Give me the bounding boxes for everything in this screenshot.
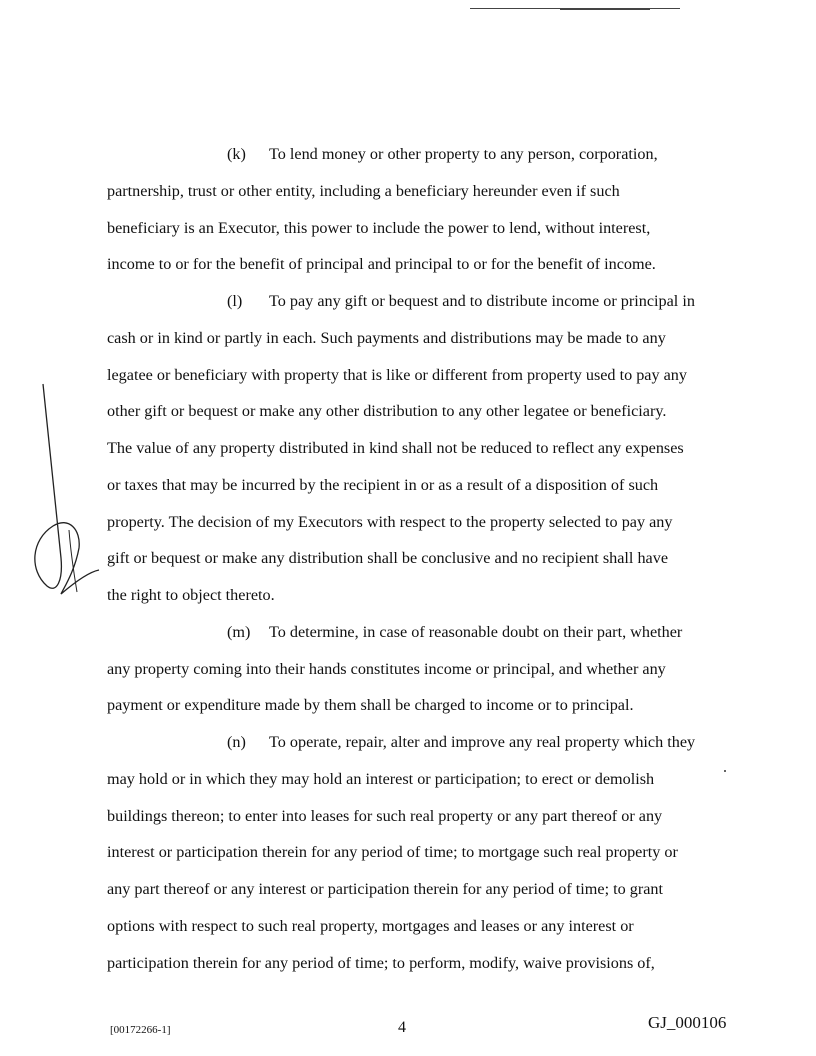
paragraph-label: (m) — [227, 622, 251, 641]
paragraph-line: any part thereof or any interest or participation therein for any period of time; to grant — [107, 880, 664, 898]
paragraph-line: income to or for the benefit of principal and principal to or for the benefit of income. — [107, 255, 656, 274]
paragraph-label: (n) — [227, 733, 246, 751]
paragraph-line: legatee or beneficiary with property that is like or different from property used to pay any — [107, 365, 687, 384]
paragraph-line: the right to object thereto. — [107, 586, 275, 604]
paragraph-first-line: To lend money or other property to any person, corporation, — [269, 145, 658, 163]
paragraph-first-line: To pay any gift or bequest and to distribute income or principal in — [269, 292, 695, 310]
signature-initials — [25, 380, 105, 605]
paragraph-line: The value of any property distributed in kind shall not be reduced to reflect any expenses — [107, 439, 684, 457]
paragraph-line: any property coming into their hands constitutes income or principal, and whether any — [107, 659, 666, 678]
paragraph-line: other gift or bequest or make any other distribution to any other legatee or beneficiary. — [107, 402, 667, 421]
paragraph-label: (l) — [227, 292, 243, 310]
paragraph-line: buildings thereon; to enter into leases for such real property or any part thereof or any — [107, 806, 663, 825]
scan-speck — [724, 770, 726, 772]
paragraph-label: (k) — [227, 145, 246, 163]
paragraph-line: property. The decision of my Executors with respect to the property selected to pay any — [107, 512, 673, 531]
paragraph-line: interest or participation therein for any period of time; to mortgage such real property or — [107, 843, 678, 862]
paragraph-line: beneficiary is an Executor, this power to include the power to lend, without interest, — [107, 218, 651, 237]
scan-artifact — [560, 9, 650, 10]
paragraph-line: partnership, trust or other entity, including a beneficiary hereunder even if such — [107, 181, 620, 200]
paragraph-first-line: To operate, repair, alter and improve any real property which they — [269, 733, 696, 751]
bates-number: GJ_000106 — [648, 1013, 727, 1032]
paragraph-line: options with respect to such real property, mortgages and leases or any interest or — [107, 916, 634, 935]
paragraph-line: participation therein for any period of time; to perform, modify, waive provisions of, — [107, 953, 655, 972]
paragraph-line: payment or expenditure made by them shall be charged to income or to principal. — [107, 696, 634, 715]
paragraph-first-line: To determine, in case of reasonable doubt on their part, whether — [269, 622, 683, 641]
paragraph-line: or taxes that may be incurred by the recipient in or as a result of a disposition of such — [107, 475, 659, 494]
document-id: [00172266-1] — [110, 1024, 171, 1036]
paragraph-line: cash or in kind or partly in each. Such payments and distributions may be made to any — [107, 328, 666, 347]
page-number: 4 — [398, 1019, 406, 1036]
paragraph-line: may hold or in which they may hold an interest or participation; to erect or demolish — [107, 769, 655, 788]
paragraph-line: gift or bequest or make any distribution shall be conclusive and no recipient shall have — [107, 549, 669, 568]
